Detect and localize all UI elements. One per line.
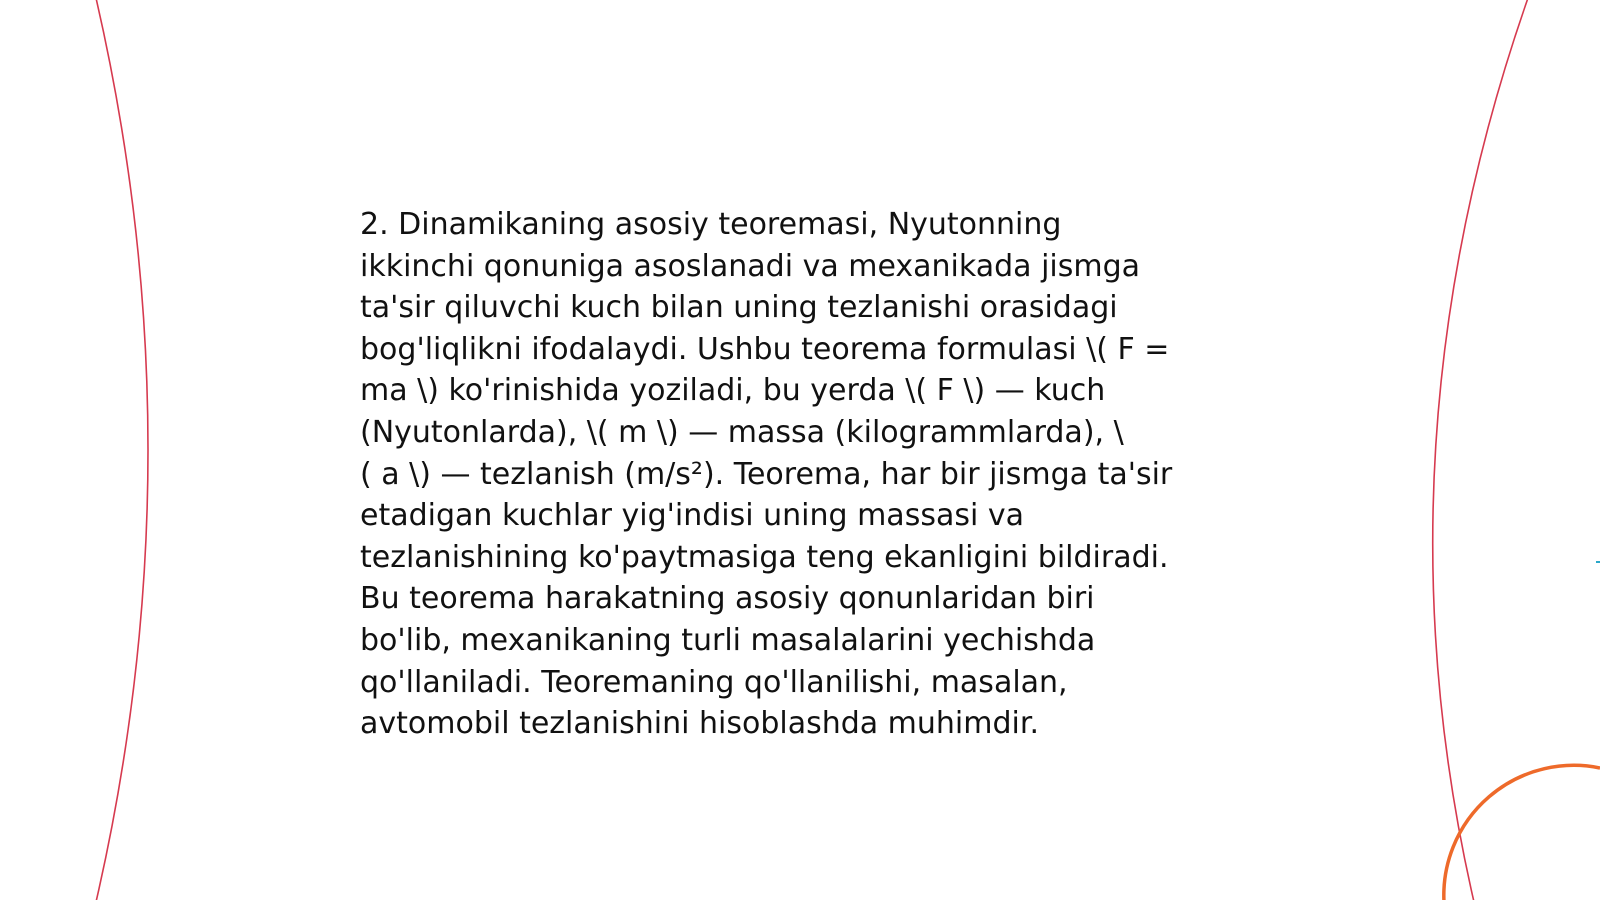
paragraph-line: qo'llaniladi. Teoremaning qo'llanilishi, masalan, bbox=[360, 664, 1068, 700]
paragraph-line: bo'lib, mexanikaning turli masalalarini yechishda bbox=[360, 622, 1096, 658]
paragraph-line: ikkinchi qonuniga asoslanadi va mexanikada jismga bbox=[360, 248, 1141, 284]
orange-decorative-circle bbox=[1444, 765, 1600, 900]
paragraph-line: 2. Dinamikaning asosiy teoremasi, Nyutonning bbox=[360, 207, 1062, 242]
left-decorative-arc bbox=[96, 0, 148, 900]
paragraph-line: tezlanishining ko'paytmasiga teng ekanligini bildiradi. bbox=[360, 539, 1169, 575]
paragraph-line: Bu teorema harakatning asosiy qonunlaridan biri bbox=[360, 581, 1095, 617]
paragraph-line: ta'sir qiluvchi kuch bilan uning tezlanishi orasidagi bbox=[360, 290, 1118, 326]
paragraph-line: avtomobil tezlanishini hisoblashda muhimdir. bbox=[360, 706, 1039, 742]
paragraph-line: ( a \) — tezlanish (m/s²). Teorema, har bir jismga ta'sir bbox=[360, 456, 1173, 492]
right-decorative-arc bbox=[1433, 0, 1528, 900]
paragraph-line: (Nyutonlarda), \( m \) — massa (kilogrammlarda), \ bbox=[360, 414, 1124, 450]
theorem-paragraph bbox=[360, 204, 1240, 745]
paragraph-line: ma \) ko'rinishida yoziladi, bu yerda \( F \) — kuch bbox=[360, 373, 1106, 409]
paragraph-line: etadigan kuchlar yig'indisi uning massasi va bbox=[360, 498, 1024, 534]
paragraph-line: bog'liqlikni ifodalaydi. Ushbu teorema formulasi \( F = bbox=[360, 331, 1170, 367]
